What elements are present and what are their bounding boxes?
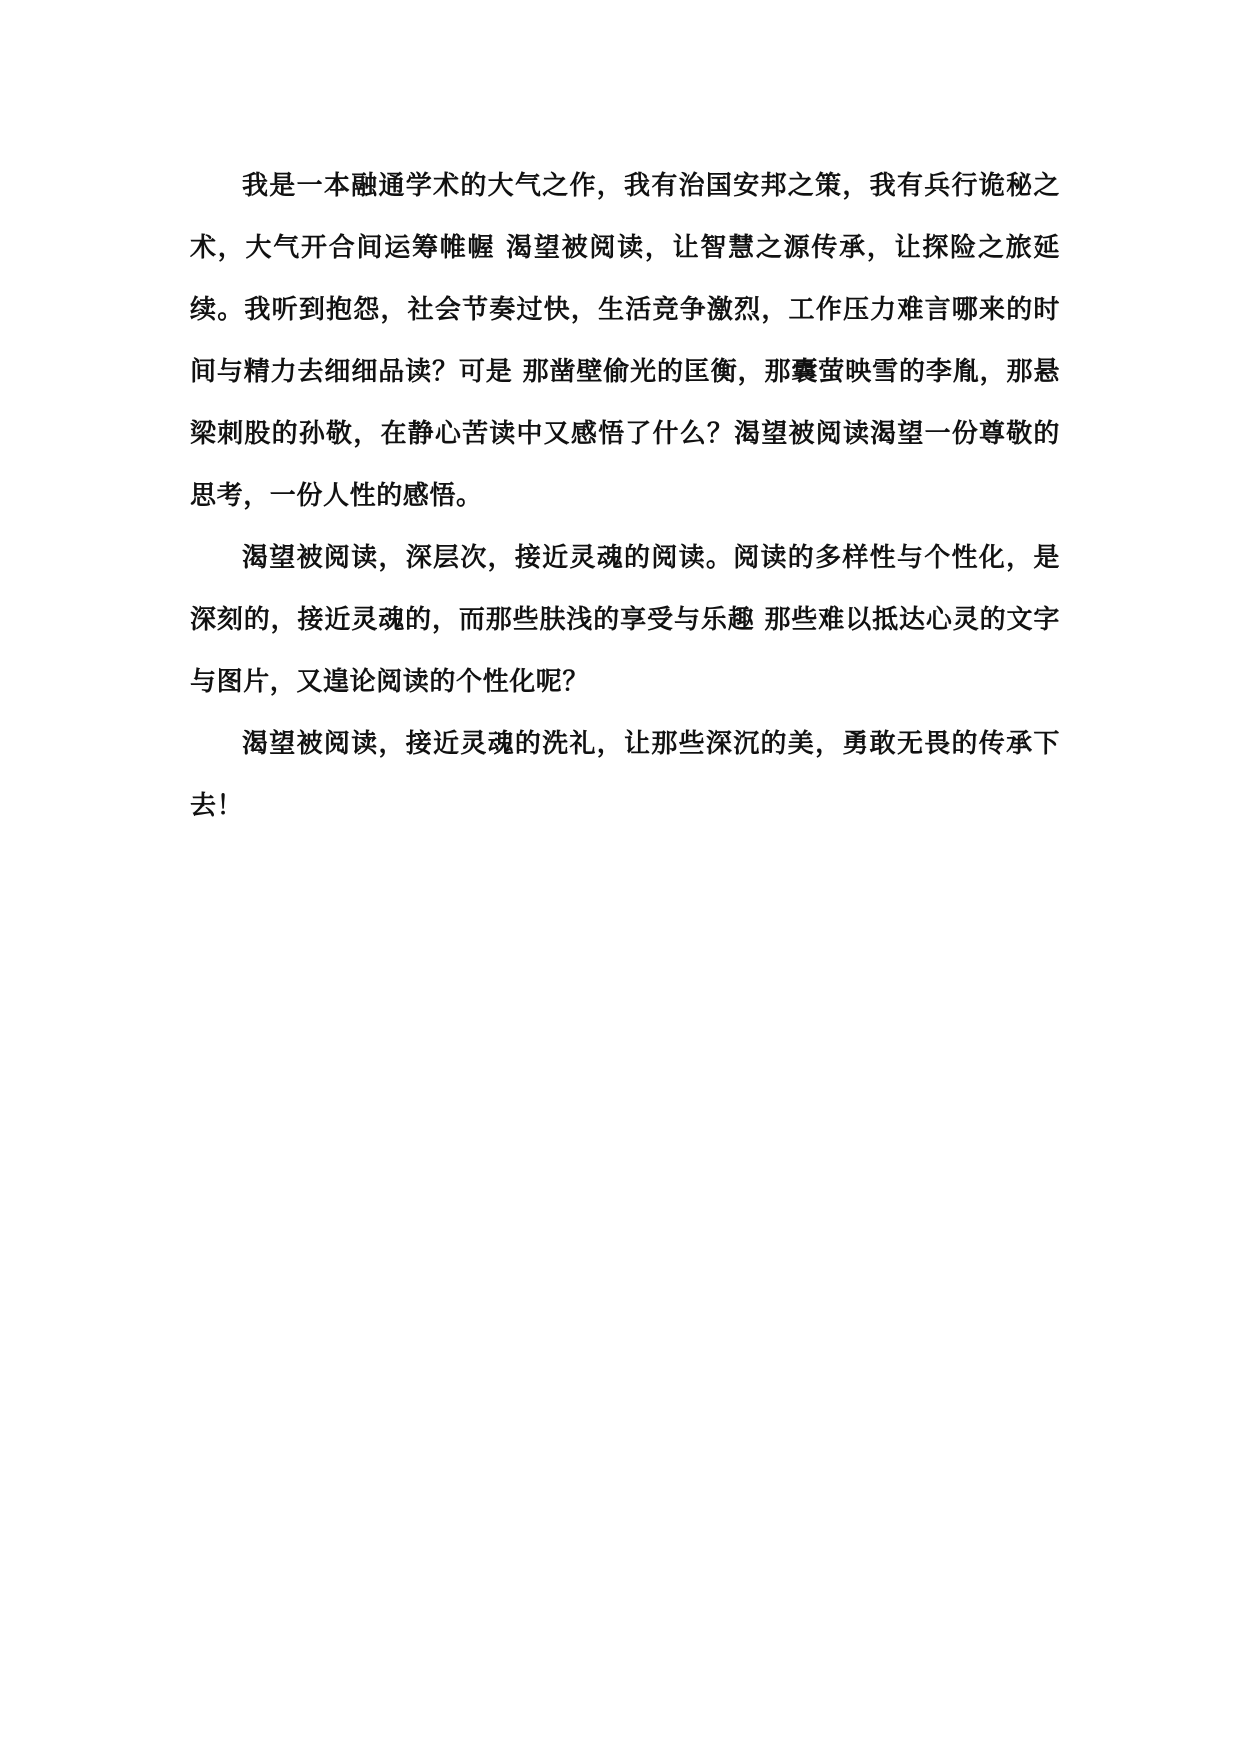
document-body <box>190 155 1060 837</box>
paragraph-3: 渴望被阅读，接近灵魂的洗礼，让那些深沉的美，勇敢无畏的传承下去！ <box>190 729 1060 821</box>
paragraph-1: 我是一本融通学术的大气之作，我有治国安邦之策，我有兵行诡秘之术，大气开合间运筹帷幄 渴望被阅读，让智慧之源传承，让探险之旅延续。我听到抱怨，社会节奏过快，生活竞争激烈，工作压力难言哪来的时间与精力去细细品读？可是 那凿壁偷光的匡衡，那囊萤映雪的李胤，那悬梁刺股的孙敬，在静心苦读中又感悟了什么？渴望被阅读渴望一份尊敬的思考，一份人性的感悟。 <box>190 171 1060 511</box>
paragraph-2: 渴望被阅读，深层次，接近灵魂的阅读。阅读的多样性与个性化，是深刻的，接近灵魂的，而那些肤浅的享受与乐趣 那些难以抵达心灵的文字与图片，又遑论阅读的个性化呢？ <box>190 543 1060 697</box>
